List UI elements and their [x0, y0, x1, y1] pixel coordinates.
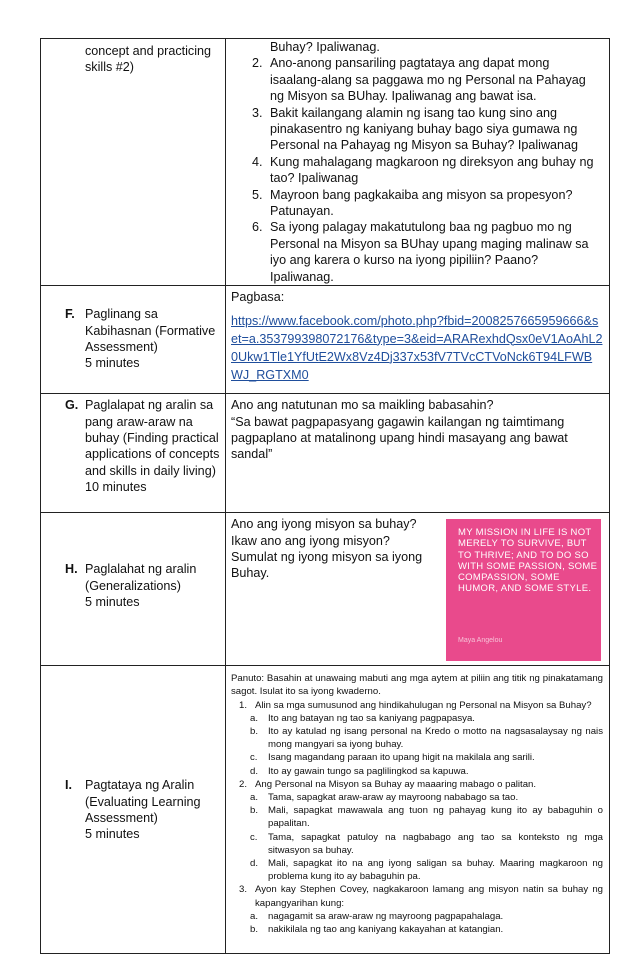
instructions: Panuto: Basahin at unawaing mabuti ang mga aytem at piliin ang titik ng pinakatamang sagot. Isulat ito sa iyong kwaderno. — [231, 673, 603, 698]
row-label: Paglalapat ng aralin sa pang araw-araw na buhay (Finding practical applications of concepts and skills in daily living) — [85, 398, 220, 478]
table-row-formative — [41, 286, 610, 394]
quiz-option: a. Tama, sapagkat araw-araw ay mayroong nababago sa tao. — [250, 791, 519, 803]
right-cell — [226, 39, 610, 286]
continuation-label: concept and practicing skills #2) — [85, 44, 212, 75]
left-cell — [41, 39, 226, 286]
question-item: 5. Mayroon bang pagkakaiba ang misyon sa propesyon? Patunayan. — [252, 187, 573, 219]
quiz-option: a. nagagamit sa araw-araw ng mayroong pagpapahalaga. — [250, 910, 504, 922]
row-time: 5 minutes — [85, 356, 140, 371]
left-cell — [41, 394, 226, 513]
lesson-plan-table — [40, 38, 610, 954]
quiz-option: b. Ito ay katulad ng isang personal na Kredo o motto na nagsasalaysay ng nais mong mangyari sa iyong buhay. — [250, 725, 603, 751]
right-cell — [226, 666, 610, 954]
row-letter: G. — [65, 398, 79, 413]
row-letter: F. — [65, 307, 75, 322]
left-cell — [41, 286, 226, 394]
quiz-option: a. Ito ang batayan ng tao sa kaniyang pagpapasya. — [250, 712, 475, 724]
generalization-prompt: Ano ang iyong misyon sa buhay? Ikaw ano ang iyong misyon? Sumulat ng iyong misyon sa iyong Buhay. — [231, 517, 423, 581]
quiz-option: d. Ito ay gawain tungo sa paglilingkod sa kapuwa. — [250, 765, 469, 777]
table-row-application — [41, 394, 610, 513]
question-item: 6. Sa iyong palagay makatutulong baa ng pagbuo mo ng Personal na Misyon sa BUhay upang maging malinaw sa iyo ang karera o kurso na iyong pipiliin? Paano? Ipaliwanag. — [252, 220, 589, 284]
question-item: 3. Bakit kailangang alamin ng isang tao kung sino ang pinakasentro ng kaniyang buhay bago siya gumawa ng Personal na Pahayag ng Misyon sa Buhay? Ipaliwanag — [252, 105, 579, 153]
question-list — [226, 39, 601, 285]
question-item: Buhay? Ipaliwanag. — [270, 40, 380, 54]
row-letter: H. — [65, 562, 78, 577]
table-row-evaluation — [41, 666, 610, 954]
question-item: 4. Kung mahalagang magkaroon ng direksyon ang buhay ng tao? Ipaliwanag — [252, 154, 594, 186]
reading-heading: Pagbasa: — [231, 290, 285, 305]
quiz-item: 2. Ang Personal na Misyon sa Buhay ay maaaring mabago o palitan. — [239, 778, 537, 790]
left-cell — [41, 513, 226, 666]
mission-quote-image — [446, 519, 601, 661]
left-cell — [41, 666, 226, 954]
right-cell — [226, 286, 610, 394]
quiz-option: c. Isang magandang paraan ito upang higit na makilala ang sarili. — [250, 752, 535, 764]
application-quote: “Sa bawat pagpapasyang gagawin kailangan ng taimtimang pagpaplano at matalinong upang hindi masayang ang bawat sandal” — [231, 414, 568, 462]
quiz-option: c. Tama, sapagkat patuloy na nagbabago ang tao sa konteksto ng mga sitwasyon sa buhay. — [250, 831, 603, 856]
application-question: Ano ang natutunan mo sa maikling babasahin? — [231, 398, 494, 413]
facebook-photo-link[interactable]: https://www.facebook.com/photo.php?fbid=2008257665959666&set=a.353799398072176&type=3&eid=ARARexhdQsx0eV1AoAhL20Ukw1Tle1YfUtE2Wx8Vz4Dj337x53fV7TVcCTVoNck6T94LFWBWJ_RGTXM0 — [231, 313, 603, 382]
table-row-continuation — [41, 39, 610, 286]
right-cell — [226, 513, 610, 666]
question-item: 2. Ano-anong pansariling pagtataya ang dapat mong isaalang-alang sa paggawa mo ng Personal na Pahayag ng Misyon sa BUhay. Ipaliwanag ang bawat isa. — [252, 56, 586, 104]
right-cell — [226, 394, 610, 513]
image-quote-author: Maya Angelou — [458, 637, 503, 645]
row-label: Pagtataya ng Aralin (Evaluating Learning Assessment) — [85, 778, 201, 825]
quiz-item: 1. Alin sa mga sumusunod ang hindikahulugan ng Personal na Misyon sa Buhay? — [239, 699, 592, 711]
row-letter: I. — [65, 778, 72, 793]
image-quote-text: MY MISSION IN LIFE IS NOT MERELY TO SURVIVE, BUT TO THRIVE; AND TO DO SO WITH SOME PASSION, SOME COMPASSION, SOME HUMOR, AND SOME STYLE. — [458, 527, 598, 595]
quiz-option: b. Mali, sapagkat mawawala ang tuon ng pahayag kung ito ay babaguhin o papalitan. — [250, 805, 603, 830]
quiz-option: b. nakikilala ng tao ang kaniyang kakayahan at katangian. — [250, 923, 504, 935]
row-label: Paglalahat ng aralin (Generalizations) — [85, 562, 197, 593]
row-time: 10 minutes — [85, 480, 147, 495]
quiz-item: 3. Ayon kay Stephen Covey, nagkakaroon lamang ang misyon natin sa buhay ng kapangyarihan kung: — [239, 884, 603, 909]
row-label: Paglinang sa Kabihasnan (Formative Assessment) — [85, 307, 216, 354]
table-row-generalization — [41, 513, 610, 666]
row-time: 5 minutes — [85, 594, 140, 609]
row-time: 5 minutes — [85, 827, 140, 842]
quiz-option: d. Mali, sapagkat ito na ang iyong saligan sa buhay. Maaring magkaroon ng problema kung ito ay babaguhin pa. — [250, 857, 603, 883]
